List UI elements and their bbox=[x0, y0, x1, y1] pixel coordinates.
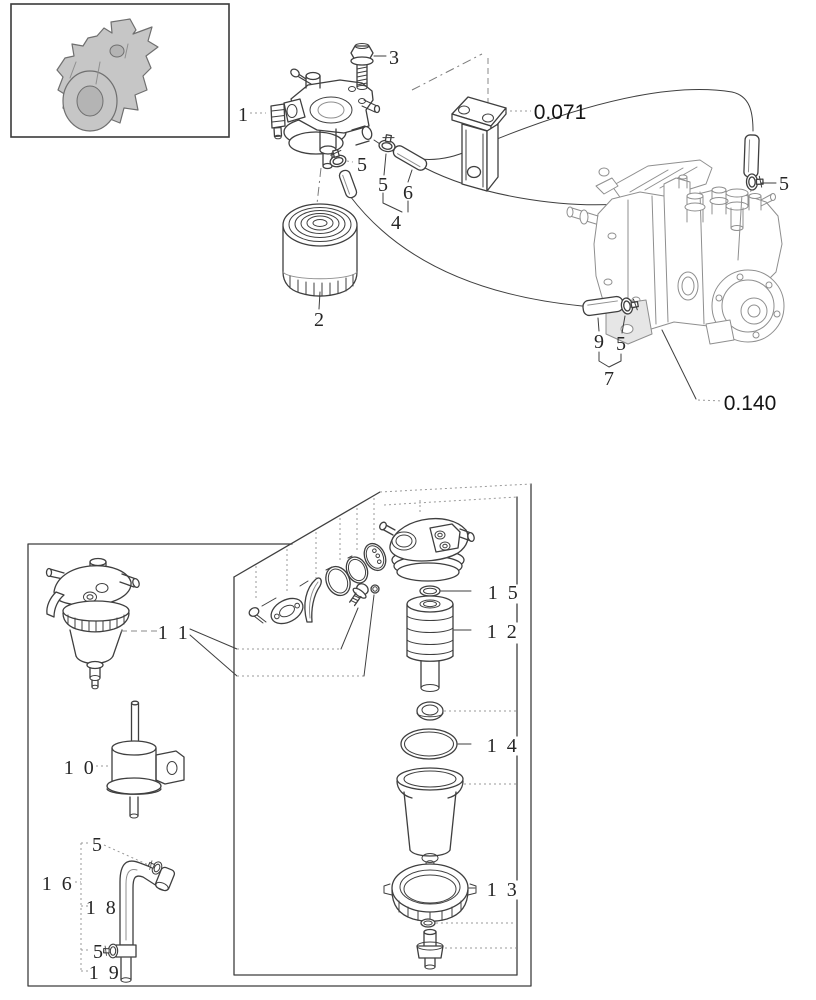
callout-5-clamp-pump: 5 bbox=[616, 333, 626, 355]
ring-nut-drawing bbox=[384, 864, 476, 922]
bowl-drawing bbox=[397, 768, 463, 865]
inline-filter-drawing bbox=[107, 701, 184, 818]
callout-3: 3 bbox=[389, 47, 399, 69]
reference-0140: 0.140 bbox=[723, 392, 777, 415]
filter-cartridge-drawing bbox=[283, 204, 357, 296]
filter-element-drawing bbox=[407, 596, 453, 692]
callout-18: 1 8 bbox=[85, 897, 119, 919]
exploded-column bbox=[384, 586, 476, 969]
callout-16: 1 6 bbox=[41, 873, 75, 895]
callout-6: 6 bbox=[403, 182, 413, 204]
hose-right-drawing bbox=[744, 135, 759, 177]
callout-14: 1 4 bbox=[486, 735, 520, 757]
callout-15: 1 5 bbox=[487, 582, 521, 604]
gasket-plate-drawing bbox=[267, 593, 307, 628]
callout-2: 2 bbox=[314, 309, 324, 331]
callout-5-clamp-pipe-bottom: 5 bbox=[93, 941, 103, 963]
callout-5-clamp-right: 5 bbox=[779, 173, 789, 195]
hose-clamp-icon bbox=[746, 174, 763, 191]
drain-plug-drawing bbox=[417, 930, 443, 970]
reference-0071: 0.071 bbox=[533, 101, 587, 124]
callout-7: 7 bbox=[604, 368, 614, 390]
callout-9: 9 bbox=[594, 331, 604, 353]
callout-10: 1 0 bbox=[63, 757, 97, 779]
callout-5-clamp-hose6: 5 bbox=[378, 174, 388, 196]
callout-19: 1 9 bbox=[88, 962, 122, 984]
callout-5-clamp-head: 5 bbox=[357, 154, 367, 176]
callout-12: 1 2 bbox=[486, 621, 520, 643]
exploded-head-drawing bbox=[378, 519, 475, 581]
callout-5-clamp-pipe-top: 5 bbox=[92, 834, 102, 856]
exploded-parts-row bbox=[248, 519, 476, 629]
water-separator-assembly-drawing bbox=[47, 559, 141, 689]
mounting-bracket-drawing bbox=[452, 97, 506, 191]
short-hose-drawing bbox=[338, 169, 358, 199]
hose-6-drawing bbox=[391, 144, 428, 172]
callout-1: 1 bbox=[238, 104, 248, 126]
inset-thumbnail bbox=[11, 4, 229, 137]
callout-11: 1 1 bbox=[157, 622, 191, 644]
lever-drawing bbox=[305, 578, 321, 622]
callout-13: 1 3 bbox=[486, 879, 520, 901]
callout-4: 4 bbox=[391, 212, 401, 234]
